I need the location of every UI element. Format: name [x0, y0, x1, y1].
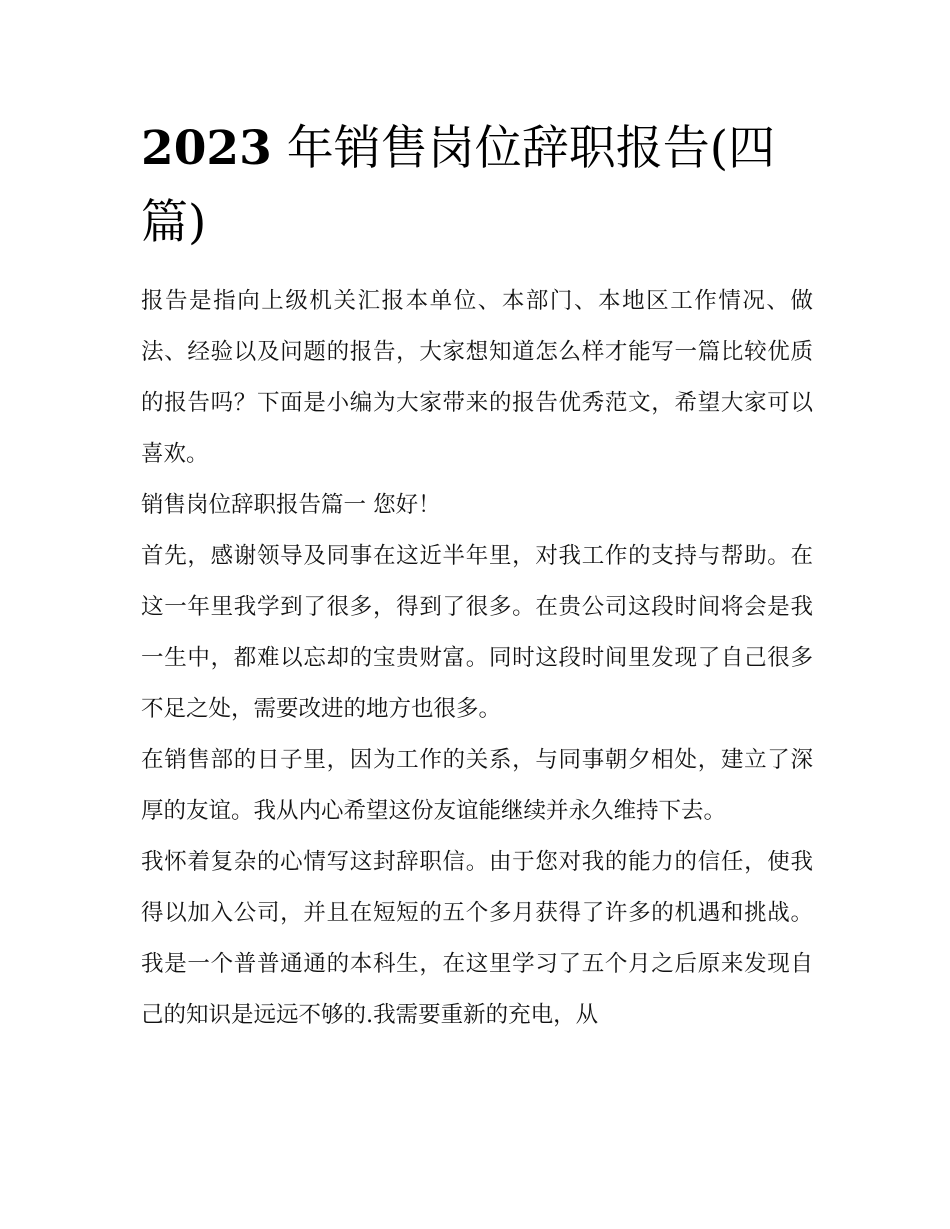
paragraph-heading-greeting: 销售岗位辞职报告篇一 您好！ [141, 492, 441, 518]
paragraph-intro: 报告是指向上级机关汇报本单位、本部门、本地区工作情况、做法、经验以及问题的报告，大家想知道怎么样才能写一篇比较优质的报告吗？下面是小编为大家带来的报告优秀范文，希望大家可以喜欢。 [141, 288, 813, 467]
document-title [141, 112, 821, 260]
paragraph-resignation: 我怀着复杂的心情写这封辞职信。由于您对我的能力的信任，使我得以加入公司，并且在短短的五个多月获得了许多的机遇和挑战。我是一个普普通通的本科生，在这里学习了五个月之后原来发现自己的知识是远远不够的.我需要重新的充电，从 [141, 849, 813, 1028]
title-year: 2023 [141, 121, 272, 176]
title-text: 年销售岗位辞职报告(四篇) [141, 121, 776, 250]
paragraph-thanks: 首先，感谢领导及同事在这近半年里，对我工作的支持与帮助。在这一年里我学到了很多，得到了很多。在贵公司这段时间将会是我一生中，都难以忘却的宝贵财富。同时这段时间里发现了自己很多不足之处，需要改进的地方也很多。 [141, 543, 813, 722]
document-body [141, 276, 813, 1041]
paragraph-friendship: 在销售部的日子里，因为工作的关系，与同事朝夕相处，建立了深厚的友谊。我从内心希望这份友谊能继续并永久维持下去。 [141, 747, 813, 824]
